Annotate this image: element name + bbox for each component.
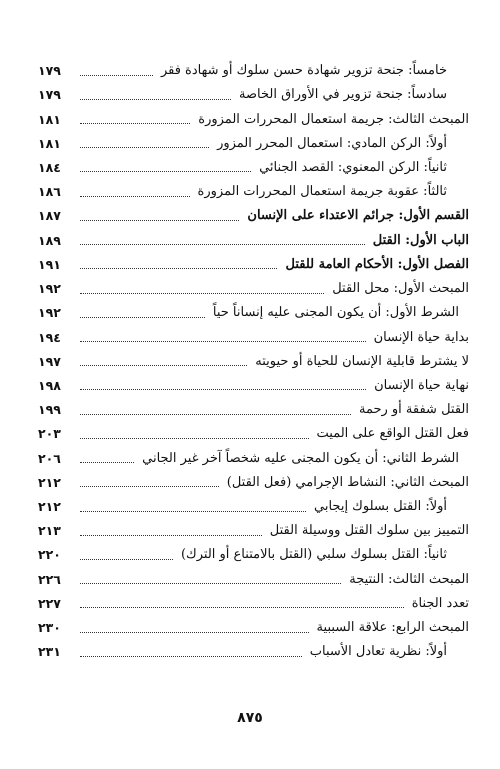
dot-leader <box>80 365 247 366</box>
toc-entry <box>38 616 469 640</box>
toc-entry-title: أولاً: الركن المادي: استعمال المحرر المزور <box>217 135 447 151</box>
dot-leader <box>80 317 205 318</box>
toc-entry-title: المبحث الأول: محل القتل <box>332 281 469 297</box>
toc-entry-page: ٢٠٦ <box>38 450 61 466</box>
toc-entry-title: أولاً: نظرية تعادل الأسباب <box>309 644 447 660</box>
toc-entry-title: الباب الأول: القتل <box>372 232 469 248</box>
toc-entry-title: تعدد الجناة <box>411 595 469 611</box>
toc-entry <box>38 156 469 180</box>
toc-entry <box>38 107 469 131</box>
dot-leader <box>80 389 366 390</box>
toc-entry <box>38 301 469 325</box>
dot-leader <box>80 341 366 342</box>
toc-entry-page: ١٧٩ <box>38 63 61 79</box>
toc-entry-title: ثالثاً: عقوبة جريمة استعمال المحررات المزورة <box>197 184 447 200</box>
dot-leader <box>80 414 351 415</box>
toc-entry-page: ١٨٦ <box>38 184 61 200</box>
dot-leader <box>80 438 309 439</box>
toc-entry <box>38 543 469 567</box>
toc-entry-title: القتل شفقة أو رحمة <box>358 402 469 418</box>
dot-leader <box>80 196 190 197</box>
dot-leader <box>80 511 306 512</box>
toc-entry-title: فعل القتل الواقع على الميت <box>316 426 469 442</box>
toc-entry-page: ١٩١ <box>38 256 61 272</box>
toc-entry <box>38 229 469 253</box>
toc-entry <box>38 495 469 519</box>
toc-entry <box>38 59 469 83</box>
toc-entry-page: ١٩٧ <box>38 353 61 369</box>
toc-entry-page: ٢١٣ <box>38 523 61 539</box>
toc-entry-page: ١٩٨ <box>38 377 61 393</box>
toc-entry-title: الشرط الثاني: أن يكون المجنى عليه شخصاً آخر غير الجاني <box>142 450 459 466</box>
dot-leader <box>80 462 134 463</box>
toc-entry <box>38 277 469 301</box>
dot-leader <box>80 632 309 633</box>
toc-entry <box>38 374 469 398</box>
toc-entry-page: ١٨٤ <box>38 159 61 175</box>
toc-entry <box>38 204 469 228</box>
dot-leader <box>80 607 404 608</box>
toc-entry <box>38 422 469 446</box>
toc-entry-title: خامساً: جنحة تزوير شهادة حسن سلوك أو شهادة فقر <box>160 63 447 79</box>
toc-entry-page: ١٧٩ <box>38 87 61 103</box>
toc-entry <box>38 253 469 277</box>
dot-leader <box>80 123 190 124</box>
toc-entry-title: التمييز بين سلوك القتل ووسيلة القتل <box>269 523 469 539</box>
toc-entry-page: ١٩٢ <box>38 281 61 297</box>
toc-entry <box>38 325 469 349</box>
toc-entry <box>38 568 469 592</box>
page-number: ٨٧٥ <box>237 710 263 726</box>
dot-leader <box>80 583 341 584</box>
toc-entry-title: القسم الأول: جرائم الاعتداء على الإنسان <box>247 208 469 224</box>
dot-leader <box>80 559 173 560</box>
toc-entry-page: ٢٢٠ <box>38 547 61 563</box>
toc-entry-page: ٢٢٧ <box>38 595 61 611</box>
toc-entry <box>38 180 469 204</box>
toc-entry <box>38 447 469 471</box>
dot-leader <box>80 656 302 657</box>
dot-leader <box>80 75 153 76</box>
toc-entry <box>38 592 469 616</box>
toc-entry-page: ١٩٩ <box>38 402 61 418</box>
toc-entry-title: الشرط الأول: أن يكون المجنى عليه إنساناً حياً <box>212 305 459 321</box>
dot-leader <box>80 220 239 221</box>
toc-entry <box>38 83 469 107</box>
dot-leader <box>80 293 324 294</box>
toc-entry-title: ثانياً: الركن المعنوي: القصد الجنائي <box>259 159 447 175</box>
toc-entry <box>38 640 469 664</box>
toc-entry-page: ٢٣١ <box>38 644 61 660</box>
toc-entry <box>38 132 469 156</box>
dot-leader <box>80 147 209 148</box>
toc-entry-page: ١٨١ <box>38 135 61 151</box>
toc-entry-title: الفصل الأول: الأحكام العامة للقتل <box>285 256 469 272</box>
dot-leader <box>80 99 231 100</box>
toc-entry-page: ١٩٢ <box>38 305 61 321</box>
toc-entry-title: المبحث الثالث: جريمة استعمال المحررات المزورة <box>198 111 469 127</box>
dot-leader <box>80 268 277 269</box>
dot-leader <box>80 244 365 245</box>
toc-entry <box>38 350 469 374</box>
toc-entry-page: ١٨١ <box>38 111 61 127</box>
toc-entry-page: ١٩٤ <box>38 329 61 345</box>
toc-entry-title: المبحث الرابع: علاقة السببية <box>316 620 469 636</box>
dot-leader <box>80 171 251 172</box>
toc-entry-title: بداية حياة الإنسان <box>373 329 469 345</box>
dot-leader <box>80 486 219 487</box>
toc-entry-title: لا يشترط قابلية الإنسان للحياة أو حيويته <box>255 353 469 369</box>
toc-entry <box>38 471 469 495</box>
toc-entry-page: ٢١٢ <box>38 499 61 515</box>
toc-entry-page: ٢٠٣ <box>38 426 61 442</box>
toc-entry-title: المبحث الثاني: النشاط الإجرامي (فعل القتل) <box>226 474 469 490</box>
toc-entry-page: ٢١٢ <box>38 474 61 490</box>
toc-entry-title: نهاية حياة الإنسان <box>374 377 469 393</box>
toc-entry-title: سادساً: جنحة تزوير في الأوراق الخاصة <box>239 87 447 103</box>
toc-entry-page: ١٨٧ <box>38 208 61 224</box>
toc-entry-title: ثانياً: القتل بسلوك سلبي (القتل بالامتناع أو الترك) <box>180 547 447 563</box>
table-of-contents <box>38 59 469 664</box>
toc-entry-page: ١٨٩ <box>38 232 61 248</box>
toc-entry-page: ٢٢٦ <box>38 571 61 587</box>
toc-entry <box>38 519 469 543</box>
toc-entry-title: أولاً: القتل بسلوك إيجابي <box>314 499 447 515</box>
toc-entry-page: ٢٣٠ <box>38 620 61 636</box>
toc-entry-title: المبحث الثالث: النتيجة <box>349 571 469 587</box>
toc-entry <box>38 398 469 422</box>
dot-leader <box>80 535 262 536</box>
